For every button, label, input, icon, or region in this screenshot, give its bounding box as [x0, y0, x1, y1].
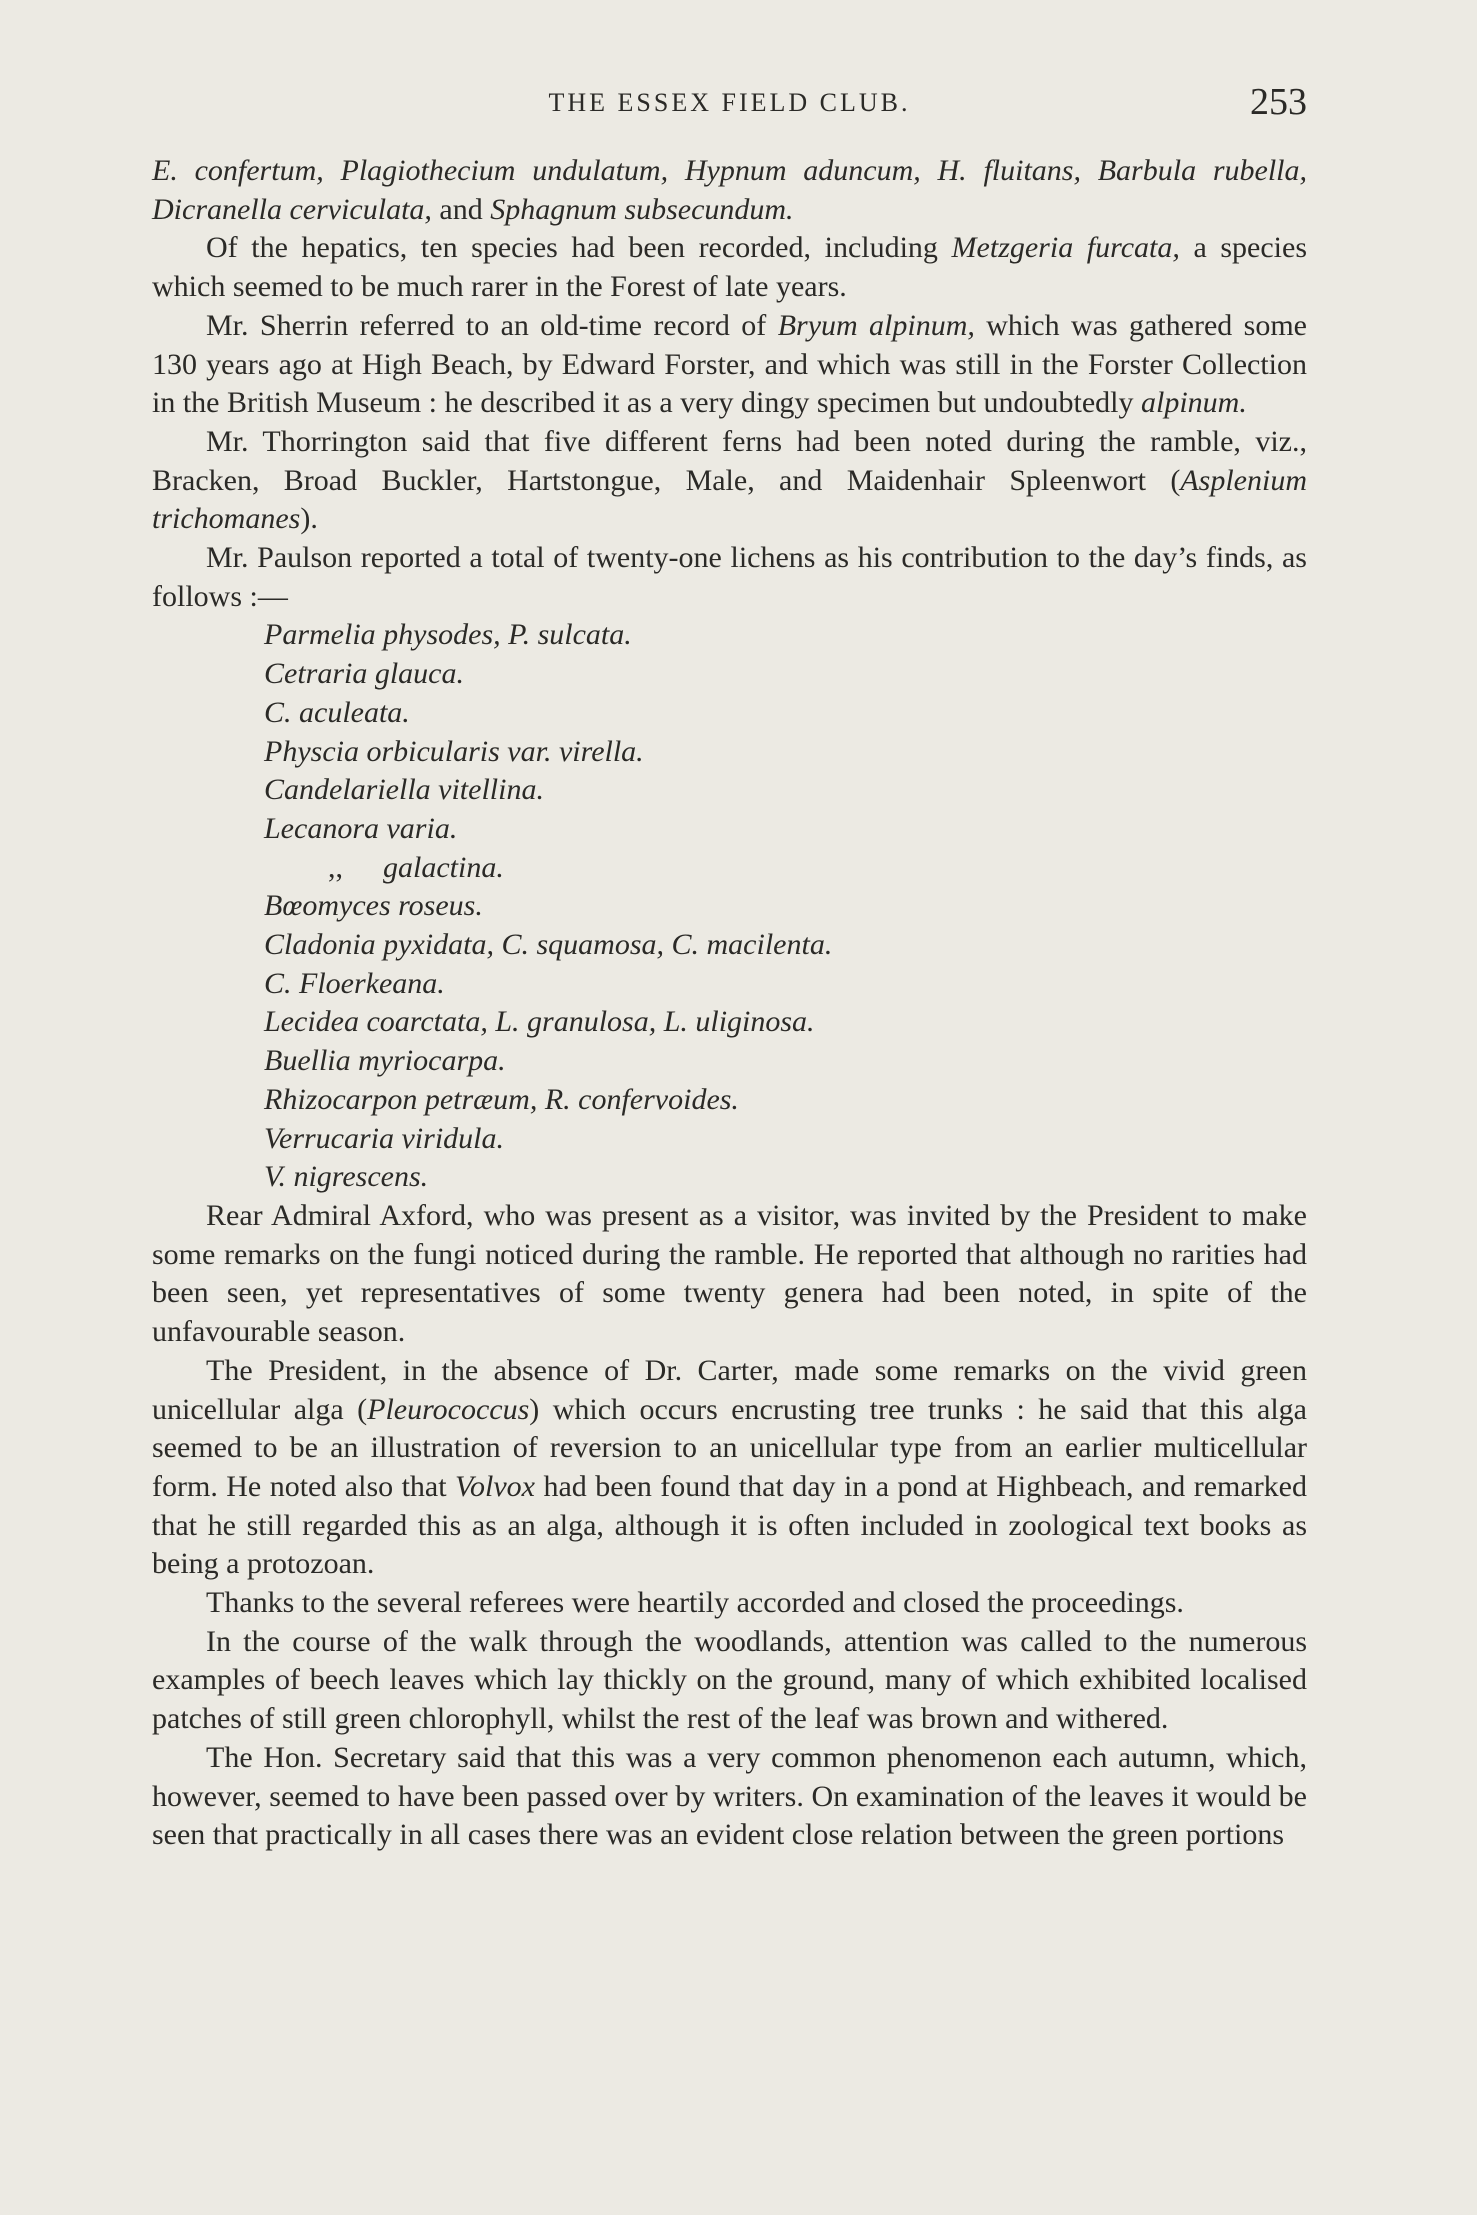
lichen-name: Parmelia physodes, P. sulcata. [264, 618, 632, 652]
text-run: ). [300, 502, 318, 536]
italic-run: Metzgeria furcata, [951, 231, 1180, 265]
lichen-name: Physcia orbicularis var. virella. [264, 734, 644, 768]
ditto-mark: ,, [328, 850, 343, 884]
lichen-name: Rhizocarpon petræum, R. confervoides. [264, 1082, 739, 1116]
lichen-item [152, 1042, 1307, 1081]
lichen-item [152, 849, 1307, 888]
lichen-item [152, 694, 1307, 733]
text-run: The President, in the absence of Dr. Carter, made some remarks on the vivid green unicellular alga ( [152, 1353, 1307, 1426]
lichen-item [152, 655, 1307, 694]
text-run: Thanks to the several referees were heartily accorded and closed the proceedings. [206, 1586, 1184, 1620]
paragraph [152, 307, 1307, 423]
text-run: Mr. Thorrington said that five different ferns had been noted during the ramble, viz., Bracken, Broad Buckler, Hartstongue, Male, and Maidenhair Spleenwort ( [152, 424, 1307, 497]
text-run: Mr. Sherrin referred to an old-time record of [206, 308, 778, 342]
text-run: and [431, 192, 491, 226]
lichen-item [152, 733, 1307, 772]
paragraphs-after-list [152, 1197, 1307, 1855]
paragraph [152, 1739, 1307, 1855]
text-run: Rear Admiral Axford, who was present as a visitor, was invited by the President to make some remarks on the fungi noticed during the ramble. He reported that although no rarities had been seen, yet representatives of some twenty genera had been noted, in spite of the unfavourable season. [152, 1198, 1307, 1349]
text-run: Of the hepatics, ten species had been recorded, including [206, 231, 952, 265]
italic-run: Bryum alpinum, [777, 308, 975, 342]
lichen-name: Cladonia pyxidata, C. squamosa, C. macilenta. [264, 928, 833, 962]
lichen-item [152, 1081, 1307, 1120]
paragraph [152, 229, 1307, 306]
lichen-name: Bœomyces roseus. [264, 889, 483, 923]
lichen-list [152, 616, 1307, 1197]
body-text [152, 152, 1307, 1855]
paragraph [152, 539, 1307, 616]
paragraphs-before-list [152, 152, 1307, 616]
page-number: 253 [1250, 81, 1307, 123]
text-run: a species which seemed to be much rarer in the Forest of late years. [152, 231, 1308, 304]
paragraph [152, 1584, 1307, 1623]
italic-run: Asplenium trichomanes [152, 463, 1307, 536]
italic-run: Volvox [455, 1469, 535, 1503]
page-header [152, 80, 1307, 130]
lichen-name: Buellia myriocarpa. [264, 1044, 506, 1078]
lichen-item [152, 1158, 1307, 1197]
lichen-item [152, 1003, 1307, 1042]
lichen-item [152, 1120, 1307, 1159]
paragraph [152, 423, 1307, 539]
paragraph [152, 152, 1307, 229]
lichen-item [152, 810, 1307, 849]
running-title: THE ESSEX FIELD CLUB. [548, 88, 911, 117]
lichen-name: Cetraria glauca. [264, 657, 464, 691]
italic-run: E. confertum, Plagiothecium undulatum, Hypnum aduncum, H. fluitans, Barbula rubella, Dicranella cerviculata, [152, 154, 1307, 226]
lichen-item [152, 616, 1307, 655]
lichen-name: Lecidea coarctata, L. granulosa, L. uliginosa. [264, 1005, 815, 1039]
text-run: had been found that day in a pond at Highbeach, and remarked that he still regarded this as an alga, although it is often included in zoological text books as being a protozoan. [152, 1469, 1307, 1581]
lichen-item [152, 926, 1307, 965]
lichen-item [152, 771, 1307, 810]
lichen-name: V. nigrescens. [264, 1160, 429, 1194]
italic-run: Sphagnum subsecundum. [490, 192, 794, 226]
lichen-name: Verrucaria viridula. [264, 1121, 504, 1155]
text-run: which was gathered some 130 years ago at High Beach, by Edward Forster, and which was still in the Forster Collection in the British Museum : he described it as a very dingy specimen but undoubtedly [152, 308, 1307, 420]
lichen-name: Candelariella vitellina. [264, 773, 544, 807]
lichen-item [152, 887, 1307, 926]
paragraph [152, 1352, 1307, 1584]
italic-run: alpinum. [1141, 386, 1247, 420]
text-run: Mr. Paulson reported a total of twenty-one lichens as his contribution to the day’s finds, as follows :— [152, 541, 1307, 613]
lichen-name: C. Floerkeana. [264, 966, 445, 1000]
text-run: ) which occurs encrusting tree trunks : he said that this alga seemed to be an illustration of reversion to an unicellular type from an earlier multicellular form. He noted also that [152, 1392, 1307, 1503]
text-run: The Hon. Secretary said that this was a very common phenomenon each autumn, which, however, seemed to have been passed over by writers. On examination of the leaves it would be seen that practically in all cases there was an evident close relation between the green portions [152, 1740, 1307, 1852]
lichen-item [152, 965, 1307, 1004]
text-run: In the course of the walk through the woodlands, attention was called to the numerous examples of beech leaves which lay thickly on the ground, many of which exhibited localised patches of still green chlorophyll, whilst the rest of the leaf was brown and withered. [152, 1624, 1307, 1736]
lichen-name: galactina. [383, 850, 504, 884]
paragraph [152, 1197, 1307, 1352]
lichen-name: Lecanora varia. [264, 811, 458, 845]
lichen-name: C. aculeata. [264, 695, 410, 729]
paragraph [152, 1623, 1307, 1739]
italic-run: Pleurococcus [367, 1392, 530, 1426]
